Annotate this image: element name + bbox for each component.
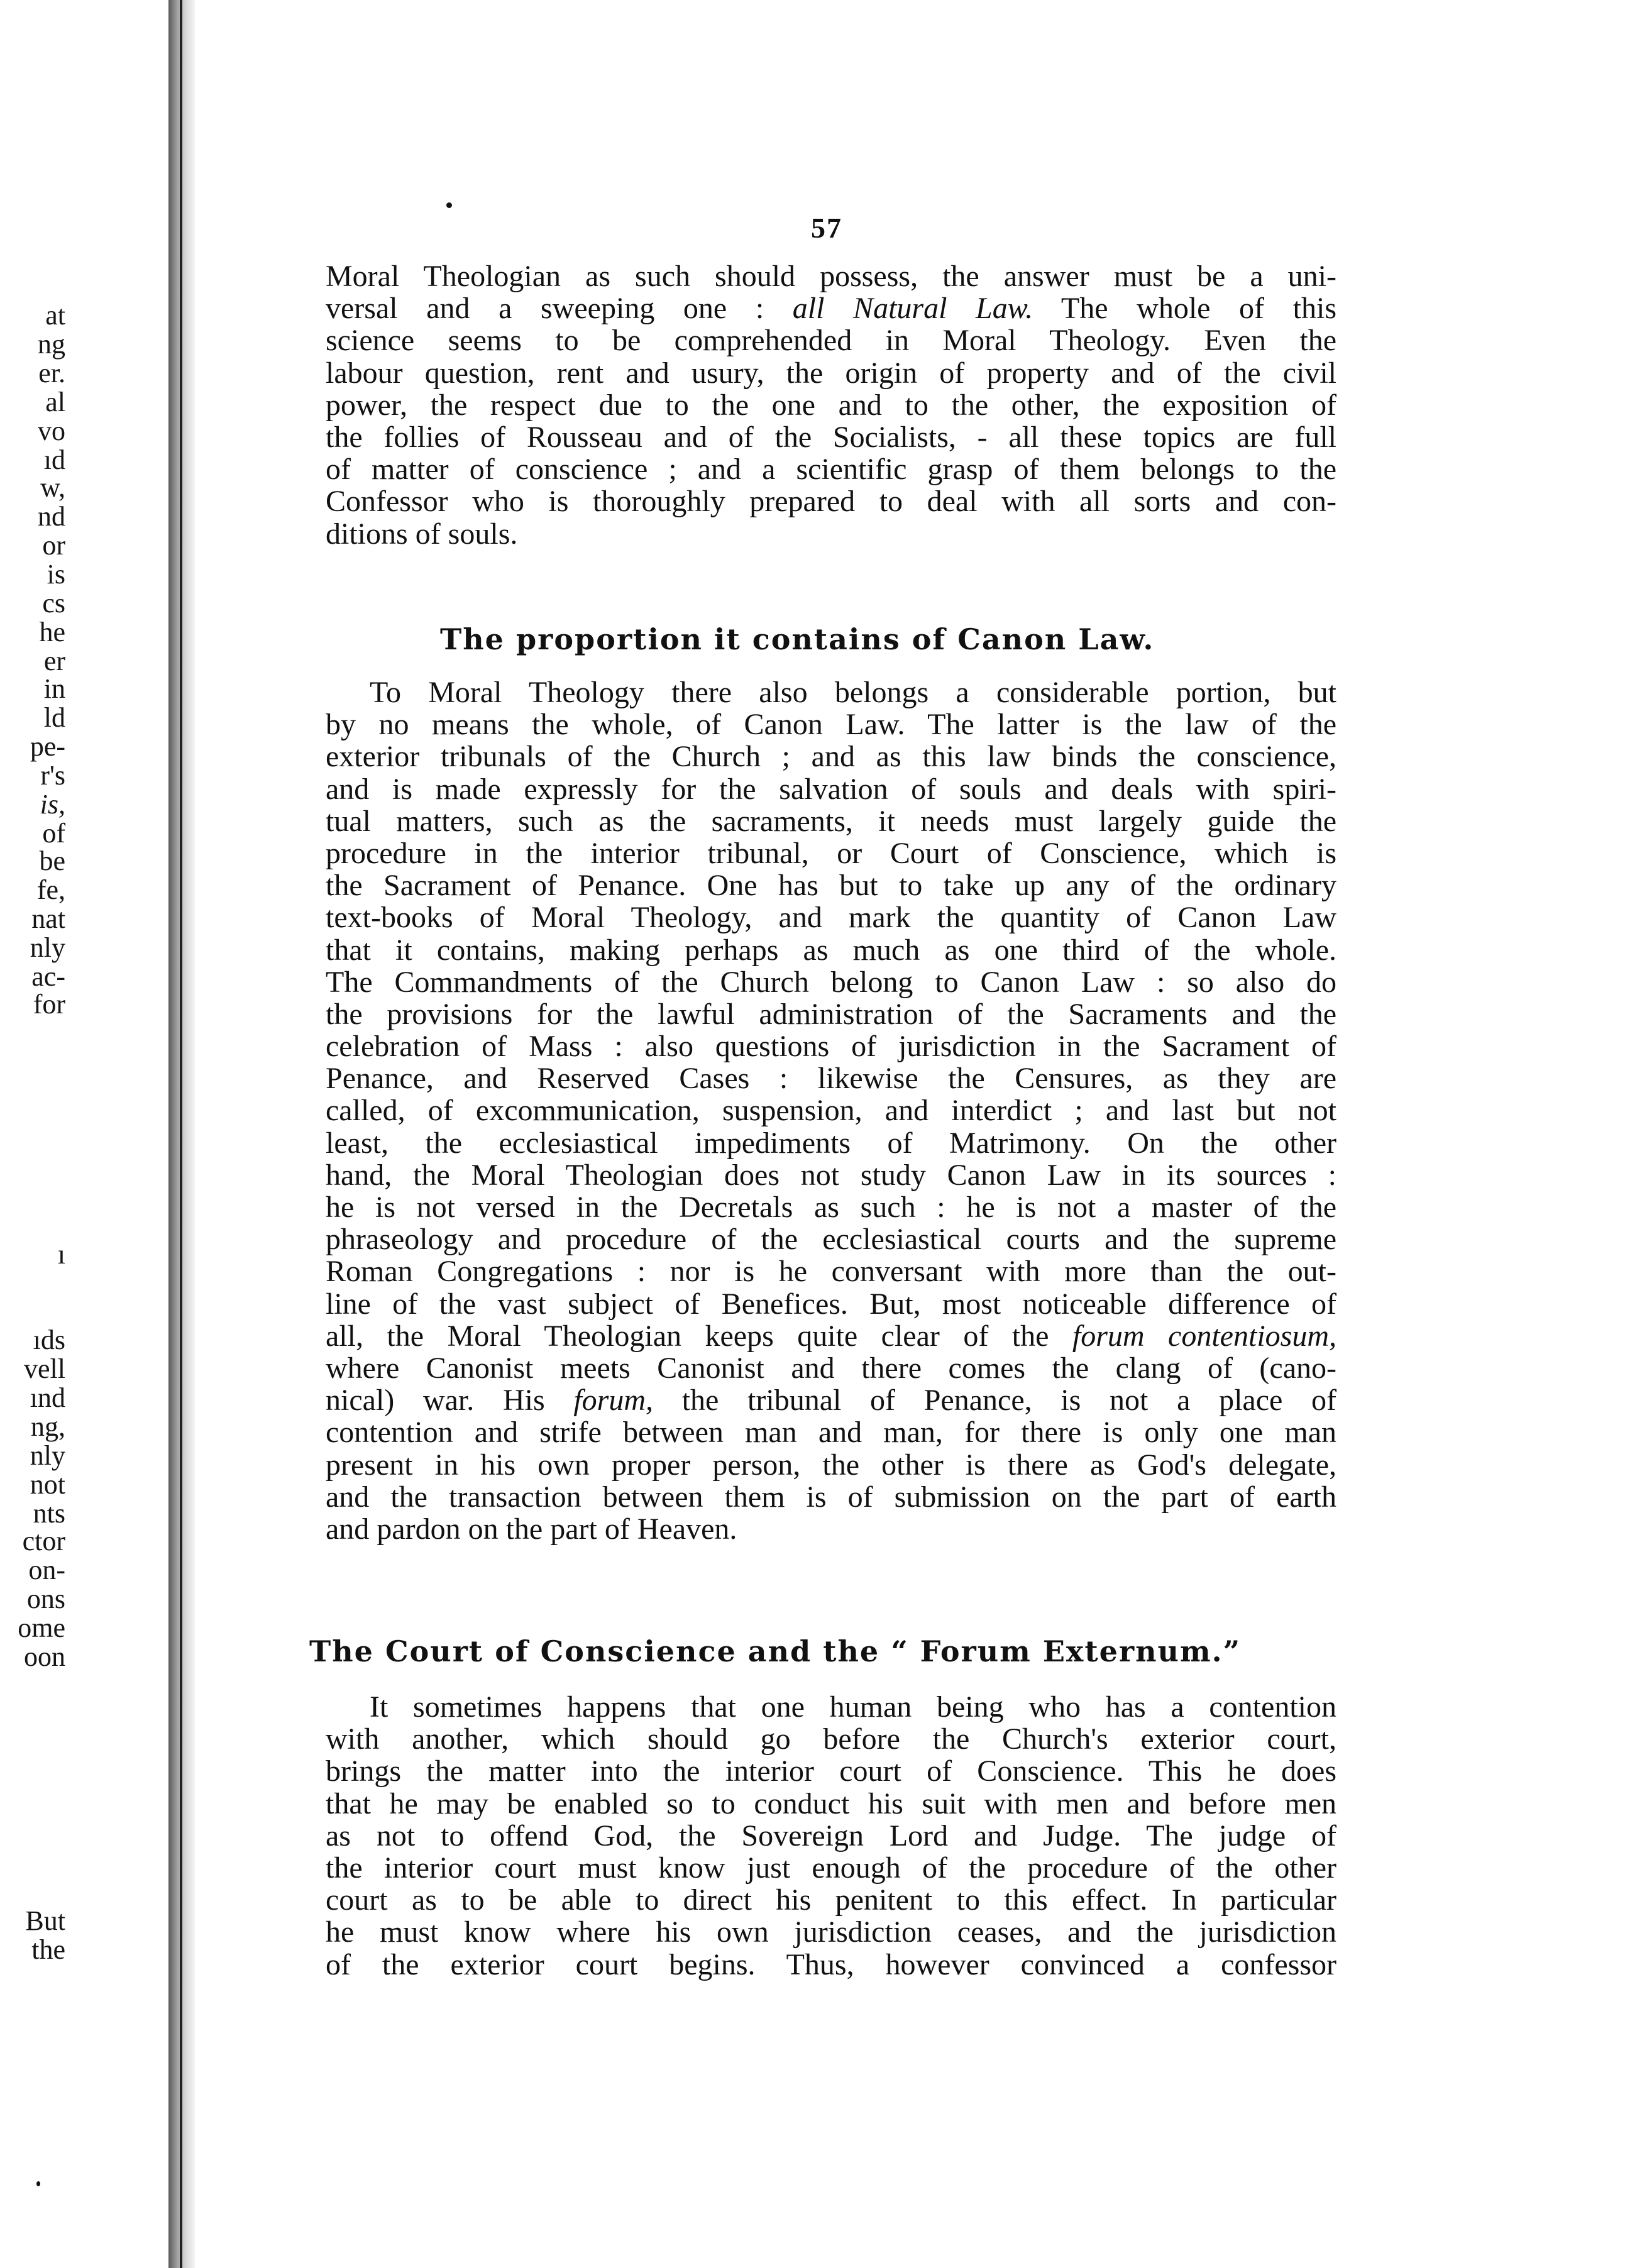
left-page-fragment: be (39, 845, 65, 876)
left-page-fragment: But (25, 1905, 65, 1936)
text-line: the interior court must know just enough of the procedure of the other (326, 1851, 1336, 1885)
left-page-fragment: the (31, 1934, 65, 1965)
left-page-fragment: ctor (22, 1526, 65, 1556)
left-page-fragment: fe, (36, 874, 65, 905)
page-number: 57 (811, 212, 842, 244)
text-line: contention and strife between man and man, for there is only one man (326, 1416, 1336, 1450)
left-page-fragment: or (42, 530, 65, 561)
left-page-fragment: vell (24, 1353, 65, 1384)
text-line: the provisions for the lawful administration of the Sacraments and the (326, 997, 1336, 1031)
text-line: science seems to be comprehended in Moral Theology. Even the (326, 324, 1336, 358)
left-page-fragment: al (45, 387, 65, 417)
text-line: text-books of Moral Theology, and mark the quantity of Canon Law (326, 901, 1336, 935)
left-page-fragment: ı (57, 1239, 65, 1270)
text-line: power, the respect due to the one and to the other, the exposition of (326, 388, 1336, 422)
text-line: Penance, and Reserved Cases : likewise the Censures, as they are (326, 1062, 1336, 1096)
left-page-fragment: er. (38, 358, 65, 388)
text-line: least, the ecclesiastical impediments of Matrimony. On the other (326, 1126, 1336, 1160)
text-line: called, of excommunication, suspension, and interdict ; and last but not (326, 1094, 1336, 1128)
text-line: Confessor who is thoroughly prepared to deal with all sorts and con- (326, 485, 1336, 519)
left-page-fragment: ons (26, 1583, 65, 1614)
left-page-fragment: vo (38, 416, 65, 446)
text-line: exterior tribunals of the Church ; and as this law binds the conscience, (326, 740, 1336, 774)
left-page-fragment: ld (43, 702, 65, 733)
paragraph-court-of-conscience (326, 1691, 1336, 1981)
text-line: as not to offend God, the Sovereign Lord and Judge. The judge of (326, 1819, 1336, 1852)
text-line: phraseology and procedure of the ecclesiastical courts and the supreme (326, 1223, 1336, 1257)
left-page-fragment: ıd (43, 444, 65, 475)
left-page-fragment: in (43, 673, 65, 704)
left-page-fragment: nly (30, 932, 65, 963)
text-line: that he may be enabled so to conduct his suit with men and before men (326, 1786, 1336, 1820)
text-line: hand, the Moral Theologian does not study Canon Law in its sources : (326, 1158, 1336, 1192)
left-page-fragment: ınd (30, 1382, 65, 1413)
text-line: with another, which should go before the Church's exterior court, (326, 1722, 1336, 1756)
text-line: ditions of souls. (326, 517, 518, 551)
left-page-fragment: cs (42, 588, 65, 619)
text-line: Moral Theologian as such should possess, the answer must be a uni- (326, 260, 1336, 293)
speck (36, 2181, 40, 2186)
left-page-fragment: nts (33, 1498, 65, 1529)
text-line: Roman Congregations : nor is he conversant with more than the out- (326, 1255, 1336, 1289)
text-line: he must know where his own jurisdiction ceases, and the jurisdiction (326, 1915, 1336, 1949)
text-line: and pardon on the part of Heaven. (326, 1512, 737, 1546)
left-page-fragment: er (43, 646, 65, 676)
text-line: versal and a sweeping one : all Natural Law. The whole of this (326, 292, 1337, 326)
text-line: labour question, rent and usury, the origin of property and of the civil (326, 356, 1336, 390)
text-line: of matter of conscience ; and a scientific grasp of them belongs to the (326, 453, 1336, 487)
text-line: present in his own proper person, the other is there as God's delegate, (326, 1448, 1336, 1482)
text-line: line of the vast subject of Benefices. But, most noticeable difference of (326, 1287, 1336, 1321)
text-line: the follies of Rousseau and of the Socialists, - all these topics are full (326, 420, 1336, 454)
left-page-fragment: oon (24, 1641, 65, 1672)
text-line: the Sacrament of Penance. One has but to take up any of the ordinary (326, 869, 1336, 903)
text-line: and is made expressly for the salvation of souls and deals with spiri- (326, 772, 1336, 806)
left-page-fragment: ng (38, 329, 65, 360)
section-heading-court-of-conscience: The Court of Conscience and the “ Forum Externum.” (309, 1634, 1242, 1668)
text-line: where Canonist meets Canonist and there comes the clang of (cano- (326, 1351, 1336, 1385)
speck (446, 202, 452, 208)
left-page-fragment: not (30, 1469, 65, 1500)
left-page-fragment: ac- (31, 961, 65, 992)
paragraph-canon-law (326, 676, 1336, 1545)
italic-phrase: forum, (573, 1384, 654, 1418)
text-line: and the transaction between them is of submission on the part of earth (326, 1480, 1336, 1514)
text-line: all, the Moral Theologian keeps quite clear of the forum contentiosum, (326, 1319, 1337, 1353)
text-line: nical) war. His forum, the tribunal of Penance, is not a place of (326, 1384, 1337, 1418)
left-page-fragment: nd (38, 501, 65, 532)
left-page-fragment: pe- (30, 731, 65, 762)
text-line: It sometimes happens that one human being who has a contention (370, 1690, 1336, 1724)
left-page-fragment: nat (31, 903, 65, 934)
text-line: brings the matter into the interior court of Conscience. This he does (326, 1754, 1336, 1788)
text-line: he is not versed in the Decretals as such : he is not a master of the (326, 1191, 1336, 1224)
paragraph-moral-theologian (326, 260, 1336, 550)
left-page-fragment: at (45, 300, 65, 331)
left-page-fragment: on- (28, 1555, 65, 1585)
text-line: celebration of Mass : also questions of jurisdiction in the Sacrament of (326, 1030, 1336, 1064)
section-heading-canon-law: The proportion it contains of Canon Law. (440, 622, 1155, 656)
left-page-fragment: ıds (33, 1324, 65, 1355)
text-line: of the exterior court begins. Thus, however convinced a confessor (326, 1947, 1336, 1981)
left-page-fragment: r's (40, 760, 65, 791)
left-page-fragment: ng, (31, 1411, 65, 1442)
italic-phrase: all Natural Law. (792, 292, 1033, 326)
text-line: by no means the whole, of Canon Law. The latter is the law of the (326, 708, 1336, 742)
text-line: that it contains, making perhaps as much as one third of the whole. (326, 933, 1336, 967)
text-line: tual matters, such as the sacraments, it needs must largely guide the (326, 804, 1336, 838)
italic-phrase: forum contentiosum, (1072, 1319, 1337, 1353)
text-line: To Moral Theology there also belongs a considerable portion, but (370, 676, 1336, 709)
left-page-fragment: nly (30, 1440, 65, 1471)
text-line: The Commandments of the Church belong to Canon Law : so also do (326, 965, 1336, 999)
left-page-fragment: he (39, 617, 65, 647)
left-page-fragment: ome (18, 1612, 65, 1643)
left-page-fragment: is, (40, 789, 65, 820)
text-line: court as to be able to direct his penitent to this effect. In particular (326, 1883, 1336, 1917)
binding-gutter-edge (180, 0, 182, 2268)
left-page-fragment: for (33, 989, 65, 1020)
left-page-fragment: is (47, 559, 65, 590)
left-page-fragment: w, (40, 472, 65, 503)
text-line: procedure in the interior tribunal, or Court of Conscience, which is (326, 836, 1336, 870)
left-page-fragment: of (42, 818, 65, 849)
